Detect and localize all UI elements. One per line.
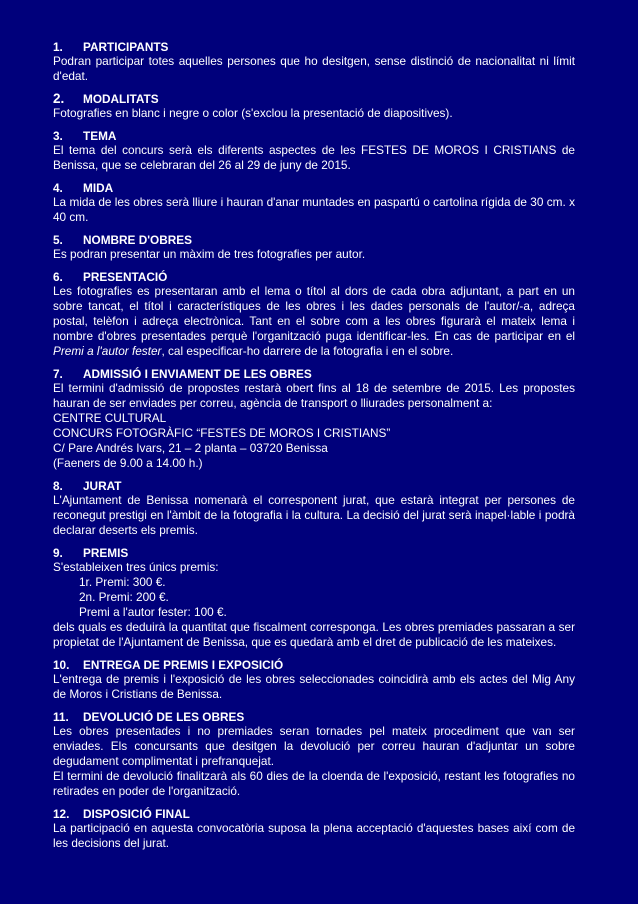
section-heading (53, 270, 575, 284)
section-participants (53, 40, 575, 84)
section-number: 12. (53, 807, 70, 821)
section-number: 9. (53, 546, 63, 560)
section-text: El tema del concurs serà els diferents aspectes de les FESTES DE MOROS I CRISTIANS de Benissa, que se celebraran del 26 al 29 de juny de 2015. (53, 143, 575, 172)
section-number: 8. (53, 479, 63, 493)
address-line: C/ Pare Andrés Ivars, 21 – 2 planta – 03720 Benissa (53, 441, 328, 455)
section-modalitats (53, 92, 575, 121)
section-title: ADMISSIÓ I ENVIAMENT DE LES OBRES (83, 367, 312, 381)
section-heading (53, 658, 575, 672)
section-heading (53, 129, 575, 143)
section-text-block (53, 381, 575, 471)
section-presentacio (53, 270, 575, 359)
prize-item: 1r. Premi: 300 €. (79, 575, 166, 589)
section-text: La mida de les obres serà lliure i hauran d'anar muntades en paspartú o cartolina rígida de 30 cm. x 40 cm. (53, 195, 575, 224)
prize-item: 2n. Premi: 200 €. (79, 590, 169, 604)
section-title: PRESENTACIÓ (83, 270, 168, 284)
section-text: L'Ajuntament de Benissa nomenarà el corresponent jurat, que estarà integrat per persones de reconegut prestigi en l'àmbit de la fotografia i la cultura. La decisió del jurat serà inapel·lable i podrà declarar deserts els premis. (53, 493, 575, 537)
section-title: PREMIS (83, 546, 129, 560)
section-heading (53, 546, 575, 560)
section-heading (53, 479, 575, 493)
section-text-block (53, 560, 575, 650)
section-admissio (53, 367, 575, 471)
prize-item: Premi a l'autor fester: 100 €. (79, 605, 227, 619)
section-title: TEMA (83, 129, 117, 143)
section-text: La participació en aquesta convocatòria suposa la plena acceptació d'aquestes bases així com de les decisions del jurat. (53, 821, 575, 850)
section-text: Es podran presentar un màxim de tres fotografies per autor. (53, 247, 366, 261)
section-heading (53, 181, 575, 195)
section-text-after: dels quals es deduirà la quantitat que fiscalment corresponga. Les obres premiades passaran a ser propietat de l'Ajuntament de Benissa, que es quedarà amb el dret de publicació de les mateixes. (53, 620, 575, 649)
section-heading (53, 233, 575, 247)
section-text-block (53, 284, 575, 359)
section-heading (53, 367, 575, 381)
section-title: MODALITATS (83, 92, 159, 106)
section-number: 1. (53, 40, 63, 54)
section-number: 10. (53, 658, 70, 672)
address-line: CENTRE CULTURAL (53, 411, 167, 425)
section-tema (53, 129, 575, 173)
section-premis (53, 546, 575, 650)
section-mida (53, 181, 575, 225)
section-number: 3. (53, 129, 63, 143)
section-text: Fotografies en blanc i negre o color (s'exclou la presentació de diapositives). (53, 106, 453, 120)
section-number: 7. (53, 367, 63, 381)
section-title: DISPOSICIÓ FINAL (83, 807, 190, 821)
section-title: PARTICIPANTS (83, 40, 169, 54)
section-heading (53, 40, 575, 54)
section-entrega (53, 658, 575, 702)
section-heading (53, 92, 575, 106)
section-devolucio (53, 710, 575, 799)
section-text-block (53, 724, 575, 799)
section-title: MIDA (83, 181, 114, 195)
section-number: 2. (53, 91, 65, 106)
section-nombre-obres (53, 233, 575, 262)
section-text: L'entrega de premis i l'exposició de les obres seleccionades coincidirà amb els actes del Mig Any de Moros i Cristians de Benissa. (53, 672, 575, 701)
section-number: 6. (53, 270, 63, 284)
section-number: 4. (53, 181, 63, 195)
section-title: JURAT (83, 479, 122, 493)
section-text: Les fotografies es presentaran amb el lema o títol al dors de cada obra adjuntant, a part en un sobre tancat, el títol i característiques de les obres i les dades personals de l'autor/-a, adreça postal, telèfon i adreça electrònica. Tant en el sobre com a les obres figurarà el mateix lema i nombre d'obres presentades perquè l'organització puga identificar-les. En cas de participar en el (53, 284, 575, 343)
section-title: DEVOLUCIÓ DE LES OBRES (83, 710, 245, 724)
address-line: CONCURS FOTOGRÀFIC “FESTES DE MOROS I CRISTIANS” (53, 426, 391, 440)
section-heading (53, 710, 575, 724)
section-jurat (53, 479, 575, 538)
section-text: Podran participar totes aquelles persones que ho desitgen, sense distinció de nacionalitat ni límit d'edat. (53, 54, 575, 83)
award-name-italic: Premi a l'autor fester (53, 344, 162, 358)
section-heading (53, 807, 575, 821)
section-text: El termini d'admissió de propostes restarà obert fins al 18 de setembre de 2015. Les propostes hauran de ser enviades per correu, agència de transport o lliurades personalment a: (53, 381, 575, 410)
section-text-2: El termini de devolució finalitzarà als 60 dies de la cloenda de l'exposició, restant les fotografies no retirades en poder de l'organització. (53, 769, 575, 798)
section-title: NOMBRE D'OBRES (83, 233, 192, 247)
section-text: Les obres presentades i no premiades seran tornades pel mateix procediment que van ser enviades. Els concursants que desitgen la devolució per correu hauran d'adjuntar un sobre degudament complimentat i prefranquejat. (53, 724, 575, 768)
section-text: S'estableixen tres únics premis: (53, 560, 219, 574)
section-number: 11. (53, 710, 69, 724)
section-number: 5. (53, 233, 63, 247)
address-line: (Faeners de 9.00 a 14.00 h.) (53, 456, 203, 470)
section-title: ENTREGA DE PREMIS I EXPOSICIÓ (83, 658, 284, 672)
section-text-after: , cal especificar-ho darrere de la fotografia i en el sobre. (161, 344, 454, 358)
section-disposicio-final (53, 807, 575, 851)
